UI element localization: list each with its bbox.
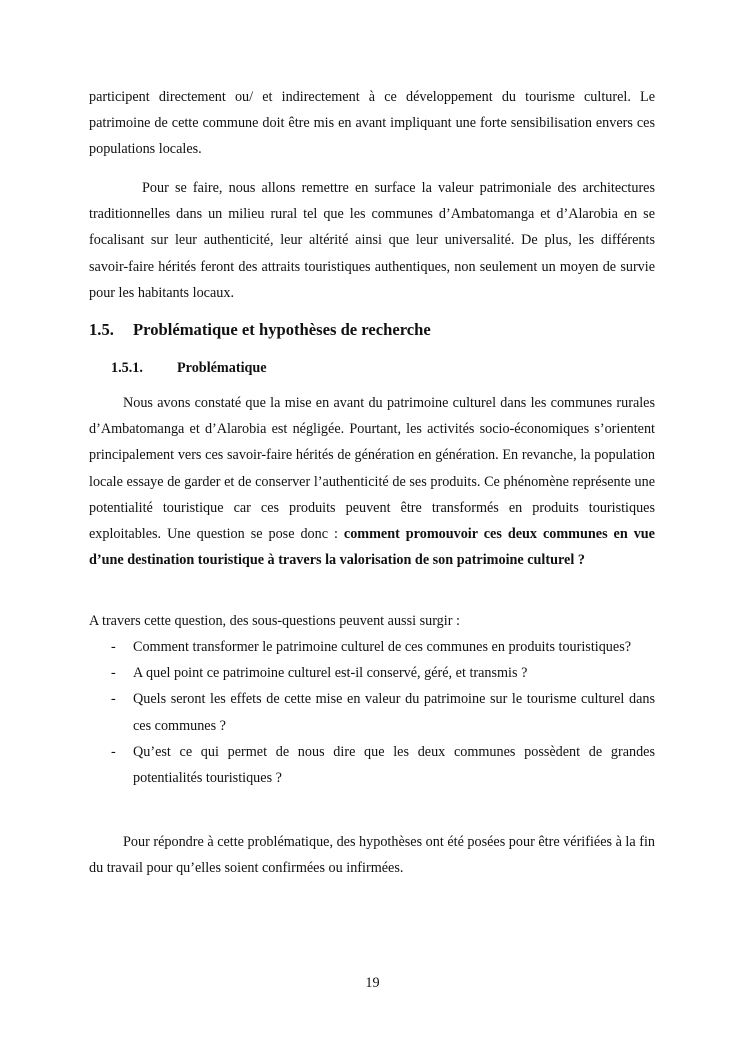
list-item: [0, 634, 745, 660]
bullet-dash: -: [111, 639, 116, 655]
subsection-title: Problématique: [177, 360, 267, 376]
list-item-text: Comment transformer le patrimoine culturel de ces communes en produits touristiques?: [133, 639, 632, 655]
list-item: [0, 739, 745, 791]
problematique-text: Nous avons constaté que la mise en avant du patrimoine culturel dans les communes rurales d’Ambatomanga et d’Alarobia est négligée. Pourtant, les activités socio-économiques s’orientent principalement vers ces savoir-faire hérités de génération en génération. En revanche, la population locale essaye de garder et de conserver l’authenticité de ses produits. Ce phénomène représente une potentialité touristique car ces produits peuvent être transformés en produits touristiques exploitables. Une question se pose donc :: [89, 395, 655, 543]
list-item-text: Qu’est ce qui permet de nous dire que les deux communes possèdent de grandes potentialités touristiques ?: [133, 743, 655, 787]
paragraph-sub-questions-intro: A travers cette question, des sous-questions peuvent aussi surgir :: [89, 613, 460, 629]
list-item-text: Quels seront les effets de cette mise en valeur du patrimoine sur le tourisme culturel dans ces communes ?: [133, 691, 655, 734]
bullet-dash: -: [111, 691, 116, 708]
bullet-dash: -: [111, 665, 116, 682]
list-item: [0, 660, 745, 686]
list-item: [0, 686, 745, 738]
subsection-number: 1.5.1.: [111, 360, 143, 376]
problematique-question-bold: comment promouvoir ces deux communes en vue d’une destination touristique à travers la valorisation de son patrimoine culturel ?: [89, 526, 655, 569]
sub-questions-list: [0, 634, 745, 791]
paragraph-heritage-architecture: Pour se faire, nous allons remettre en surface la valeur patrimoniale des architectures traditionnelles dans un milieu rural tel que les communes d’Ambatomanga et d’Alarobia en se focalisant sur leur authenticité, leur altérité ainsi que leur universalité. De plus, les différents savoir-faire hérités feront des attraits touristiques authentiques, non seulement un moyen de survie pour les habitants locaux.: [89, 180, 655, 301]
paragraph-intro-continuation: participent directement ou/ et indirectement à ce développement du tourisme culturel. Le patrimoine de cette commune doit être mis en avant impliquant une forte sensibilisation envers ces populations locales.: [89, 89, 655, 158]
bullet-dash: -: [111, 743, 116, 760]
paragraph-problematique: [89, 390, 655, 573]
paragraph-hypotheses-intro: Pour répondre à cette problématique, des hypothèses ont été posées pour être vérifiées à la fin du travail pour qu’elles soient confirmées ou infirmées.: [89, 834, 655, 877]
subsection-heading-1-5-1: [111, 355, 267, 381]
list-item-text: A quel point ce patrimoine culturel est-il conservé, géré, et transmis ?: [133, 665, 528, 682]
section-number: 1.5.: [89, 320, 114, 339]
page-number: 19: [365, 975, 380, 991]
section-title: Problématique et hypothèses de recherche: [133, 320, 431, 339]
section-heading-1-5: [89, 317, 431, 343]
